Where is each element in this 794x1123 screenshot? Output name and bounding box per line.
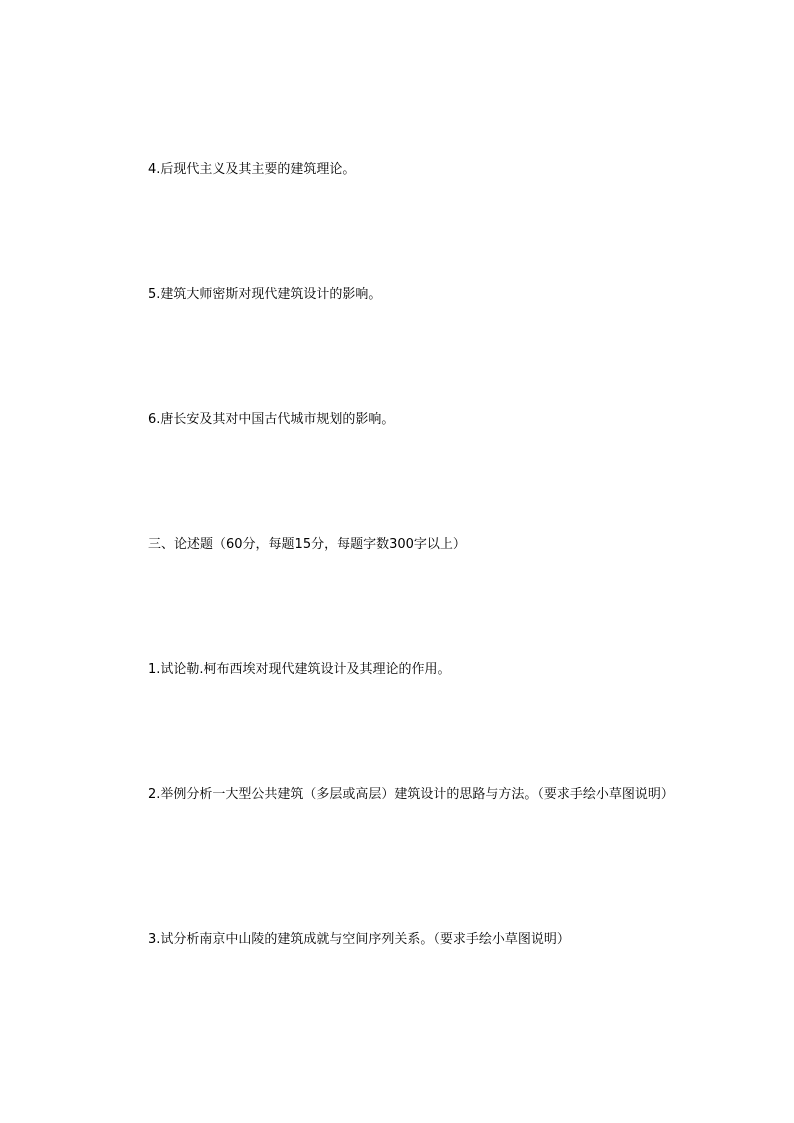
essay-question-3: 3.试分析南京中山陵的建筑成就与空间序列关系。（要求手绘小草图说明） (148, 932, 570, 947)
essay-question-1: 1.试论勒.柯布西埃对现代建筑设计及其理论的作用。 (148, 662, 451, 677)
question-4: 4.后现代主义及其主要的建筑理论。 (148, 162, 356, 177)
question-6: 6.唐长安及其对中国古代城市规划的影响。 (148, 412, 395, 427)
essay-question-2: 2.举例分析一大型公共建筑（多层或高层）建筑设计的思路与方法。（要求手绘小草图说明） (148, 787, 674, 802)
section-three-heading: 三、论述题（60分，每题15分，每题字数300字以上） (148, 537, 466, 552)
question-5: 5.建筑大师密斯对现代建筑设计的影响。 (148, 287, 382, 302)
